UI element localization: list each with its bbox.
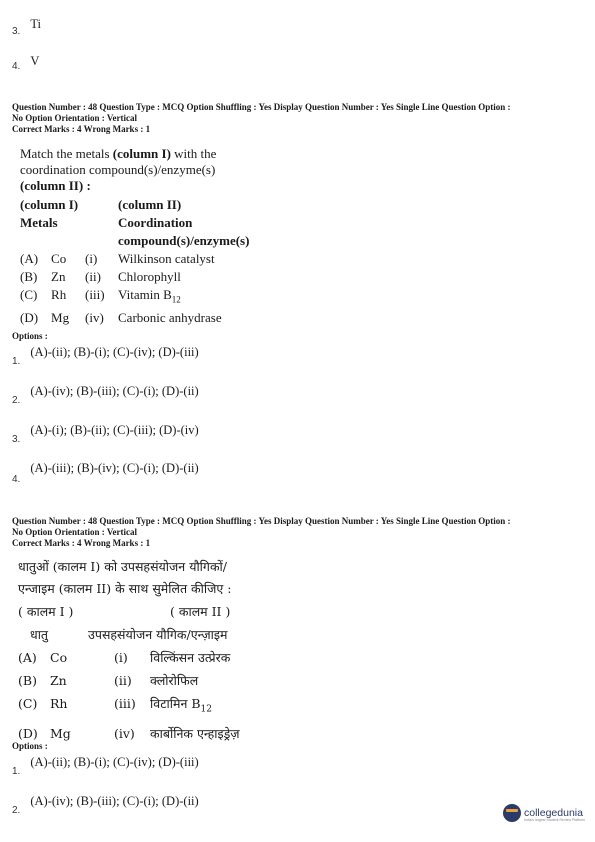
table-row: (B) Zn (ii) क्लोरोफिल [18, 673, 199, 688]
option-text: (A)-(ii); (B)-(i); (C)-(iv); (D)-(iii) [30, 755, 199, 769]
col1-head: ( कालम I ) [18, 604, 74, 619]
question-meta-hindi [12, 516, 592, 549]
option-number: 2. [12, 395, 21, 406]
option-1-hindi[interactable] [12, 753, 199, 777]
col2-head: ( कालम II ) [170, 604, 231, 619]
option-number: 1. [12, 766, 21, 777]
option-2[interactable] [12, 382, 199, 406]
match-table [20, 196, 255, 327]
table-row: (D) Mg (iv) Carbonic anhydrase [20, 309, 222, 325]
table-row: (B) Zn (ii) Chlorophyll [20, 269, 181, 284]
option-text: (A)-(iv); (B)-(iii); (C)-(i); (D)-(ii) [30, 794, 199, 808]
meta-line-2: No Option Orientation : Vertical [12, 113, 137, 123]
table-row: (A) Co (i) Wilkinson catalyst [20, 251, 215, 266]
options-label-hindi: Options : [12, 741, 48, 751]
col2-title: Coordination compound(s)/enzyme(s) [118, 215, 250, 248]
option-number: 1. [12, 356, 21, 367]
col1-title: धातु [30, 627, 49, 642]
question-stem [20, 146, 216, 194]
table-row: (D) Mg (iv) कार्बोनिक एन्हाइड्रेज़ [18, 725, 240, 741]
option-number: 3. [12, 26, 21, 37]
graduation-cap-icon [503, 804, 521, 822]
col1-head: (column I) [20, 197, 79, 212]
col2-title: उपसहसंयोजन यौगिक/एन्ज़ाइम [88, 627, 228, 642]
stem-text: with the [170, 146, 217, 161]
option-2-hindi[interactable] [12, 792, 199, 816]
options-label: Options : [12, 331, 48, 341]
stem-text: Match the metals [20, 146, 113, 161]
match-table-hindi [18, 600, 248, 745]
option-4[interactable] [12, 459, 199, 485]
option-3[interactable] [12, 421, 199, 445]
col2-head: (column II) [118, 197, 182, 212]
table-row: (C) Rh (iii) विटामिन $B_{12}$ [18, 696, 212, 715]
question-stem-hindi [18, 556, 232, 600]
meta-line-1: Question Number : 48 Question Type : MCQ Option Shuffling : Yes Display Question Number : Yes Single Line Question Option : [12, 102, 511, 112]
option-text: (A)-(iv); (B)-(iii); (C)-(i); (D)-(ii) [30, 384, 199, 398]
option-text: V [30, 54, 40, 68]
option-text: (A)-(iii); (B)-(iv); (C)-(i); (D)-(ii) [30, 461, 199, 475]
meta-line-1: Question Number : 48 Question Type : MCQ Option Shuffling : Yes Display Question Number : Yes Single Line Question Option : [12, 516, 511, 526]
table-row: (A) Co (i) विल्किंसन उत्प्रेरक [18, 650, 231, 665]
marks-line: Correct Marks : 4 Wrong Marks : 1 [12, 124, 151, 134]
top-option-3 [12, 15, 42, 37]
stem-bold: (column I) [112, 146, 171, 161]
marks-line: Correct Marks : 4 Wrong Marks : 1 [12, 538, 151, 548]
top-option-4 [12, 52, 39, 70]
option-1[interactable] [12, 343, 199, 367]
option-number: 2. [12, 805, 21, 816]
option-text: (A)-(ii); (B)-(i); (C)-(iv); (D)-(iii) [30, 345, 199, 359]
question-meta [12, 102, 592, 135]
option-text: (A)-(i); (B)-(ii); (C)-(iii); (D)-(iv) [30, 423, 199, 437]
stem-line-2: एन्जाइम (कालम II) के साथ सुमेलित कीजिए : [18, 581, 232, 596]
stem-line-3: (column II) : [20, 178, 91, 193]
logo-tagline: India's largest Student Review Platform [524, 818, 585, 822]
table-row: (C) Rh (iii) Vitamin $B_{12}$ [20, 287, 181, 305]
option-number: 4. [12, 61, 21, 72]
option-number: 3. [12, 434, 21, 445]
collegedunia-logo [503, 800, 589, 826]
logo-text: collegedunia [524, 807, 583, 819]
col1-title: Metals [20, 215, 58, 230]
meta-line-2: No Option Orientation : Vertical [12, 527, 137, 537]
stem-line-2: coordination compound(s)/enzyme(s) [20, 162, 216, 177]
option-text: Ti [30, 17, 42, 31]
stem-line-1: धातुओं (कालम I) को उपसहसंयोजन यौगिकों/ [18, 559, 228, 574]
option-number: 4. [12, 474, 21, 485]
